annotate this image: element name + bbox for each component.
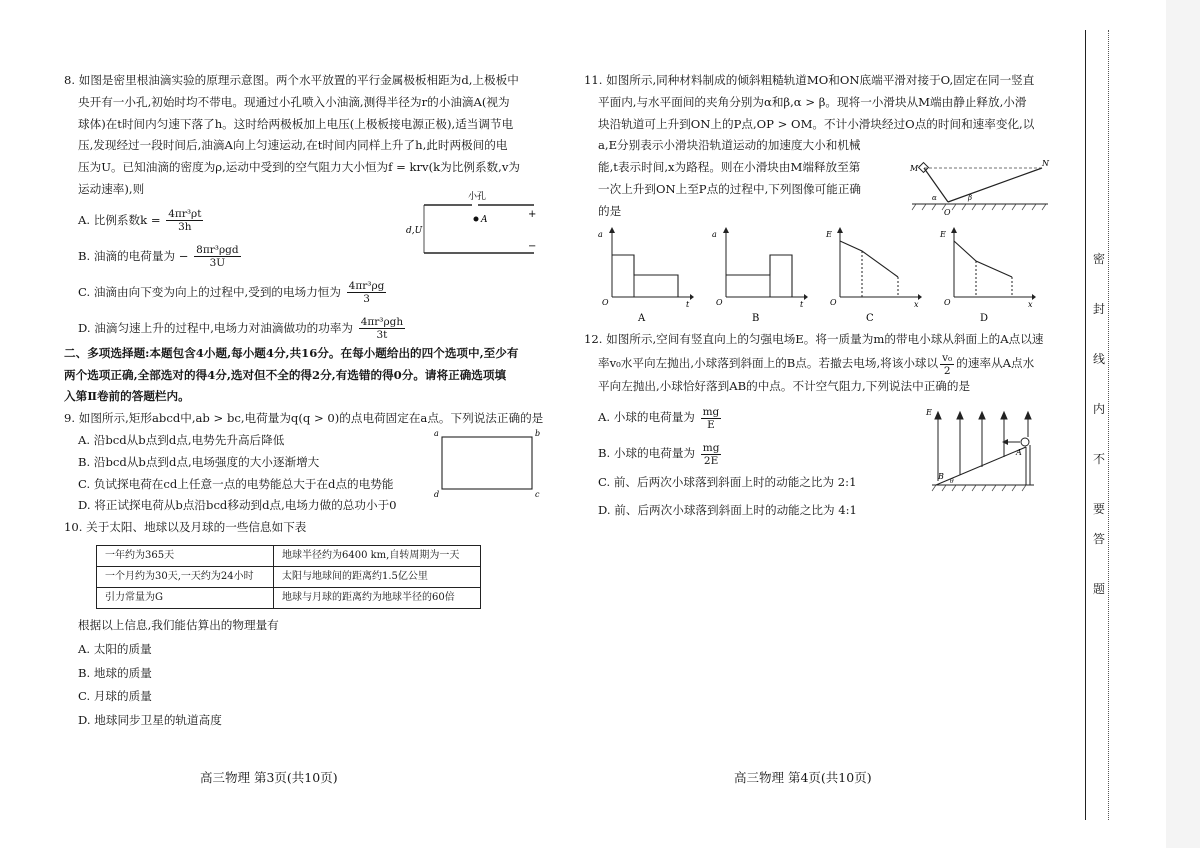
graph-xlabel: x [1028,299,1033,309]
binding-dashed-line [1108,30,1109,820]
q8-line: 8. 如图是密里根油滴实验的原理示意图。两个水平放置的平行金属极板相距为d,上极板中 [64,73,519,87]
question-10 [64,517,548,732]
label-theta: θ [950,477,954,485]
q11-line: 平面内,与水平面间的夹角分别为α和β,α > β。现将一小滑块从M端由静止释放,小滑 [598,94,1027,109]
info-table [96,545,481,609]
graph-caption: D [980,312,989,324]
q12-option-d: D. 前、后两次小球落到斜面上时的动能之比为 4:1 [598,502,857,517]
page-footer-left: 高三物理 第3页(共10页) [200,770,338,785]
incline-track-figure [906,158,1054,218]
q9-option-d: D. 将正试探电荷从b点沿bcd移动到d点,电场力做的总功小于0 [78,498,397,513]
label-O: O [944,208,951,217]
q11-line: 11. 如图所示,同种材料制成的倾斜粗糙轨道MO和ON底端平滑对接于O,固定在同一竖直 [584,73,1035,87]
graph-caption: C [866,312,874,324]
q12-line: 12. 如图所示,空间有竖直向上的匀强电场E。将一质量为m的带电小球从斜面上的A点以速 [584,331,1044,346]
millikan-figure [404,189,544,269]
question-8 [64,70,548,341]
margin-char: 不 [1092,452,1105,466]
label-B: B [938,471,944,481]
question-11 [584,70,1054,327]
graph-origin: O [830,297,837,307]
label-M: M [910,164,919,173]
slider-block [919,163,929,173]
graph-xlabel: t [800,299,804,309]
q8-line: 球体)在t时间内匀速下落了h。这时给两极板加上电压(上极板接电源正极),适当调节电 [78,116,514,131]
q11-line: 一次上升到ON上至P点的过程中,下列图像可能正确 [598,181,862,196]
table-cell: 太阳与地球间的距离约1.5亿公里 [274,566,481,587]
droplet-label: A [481,214,488,225]
minus-sign: − [528,240,537,252]
q12-option-c: C. 前、后两次小球落到斜面上时的动能之比为 2:1 [598,475,857,490]
q9-stem: 9. 如图所示,矩形abcd中,ab > bc,电荷量为q(q > 0)的点电荷固定在a点。下列说法正确的是 [64,411,544,426]
q11-line: a,E分别表示小滑块沿轨道运动的加速度大小和机械 [598,138,861,153]
dU-label: d,U [406,225,423,236]
graph-origin: O [944,297,951,307]
q10-option-d: D. 地球同步卫星的轨道高度 [78,713,222,728]
q8-line: 央开有一小孔,初始时均不带电。现通过小孔喷入小油滴,测得半径为r的小油滴A(视为 [78,94,510,109]
answer-graphs [584,227,1054,327]
margin-char: 内 [1092,402,1105,416]
section2-line: 两个选项正确,全部选对的得4分,选对但不全的得2分,有选错的得0分。请将正确选项填 [64,367,507,382]
q8-line: 运动速率),则 [78,181,145,196]
q9-option-a: A. 沿bcd从b点到d点,电势先升高后降低 [78,432,285,447]
vertex-c: c [535,490,540,499]
q10-prompt: 根据以上信息,我们能估算出的物理量有 [78,617,279,632]
table-cell: 地球半径约为6400 km,自转周期为一天 [274,545,481,566]
graph-origin: O [602,297,609,307]
right-page [584,70,1054,522]
graph-xlabel: t [686,299,690,309]
question-12 [584,329,1054,522]
margin-char: 答 [1092,532,1105,546]
margin-char: 要 [1092,502,1105,516]
rectangle-abcd-figure [432,428,544,498]
q9-option-b: B. 沿bcd从b点到d点,电场强度的大小逐渐增大 [78,454,320,469]
label-N: N [1042,159,1049,168]
q11-line: 的是 [598,203,622,218]
table-cell: 一个月约为30天,一天约为24小时 [97,566,274,587]
q12-option-a: A. 小球的电荷量为 $\frac{mg}{E}$ [598,405,720,431]
label-beta: β [968,194,973,202]
section-2-heading [64,343,548,408]
graph-b [708,227,808,325]
q10-option-a: A. 太阳的质量 [78,641,152,656]
q12-line: 平向左抛出,小球恰好落到AB的中点。不计空气阻力,下列说法中正确的是 [598,379,971,394]
graph-xlabel: x [914,299,919,309]
table-cell: 一年约为365天 [97,545,274,566]
q10-option-b: B. 地球的质量 [78,665,152,680]
table-row [97,587,481,608]
vertex-d: d [434,490,440,499]
table-row [97,545,481,566]
table-cell: 引力常量为G [97,587,274,608]
table-row [97,566,481,587]
q8-line: 压,发现经过一段时间后,油滴A向上匀速运动,在t时间内同样上升了h,此时两极间的电 [78,138,508,153]
q8-option-d: D. 油滴匀速上升的过程中,电场力对油滴做功的功率为 $\frac{\text{4πr³ρgh}}{3t}$ [78,316,404,342]
oil-droplet [474,216,479,221]
plus-sign: + [528,208,537,220]
graph-caption: B [752,312,760,324]
margin-char: 线 [1092,352,1105,366]
question-9 [64,408,548,517]
graph-c [822,227,922,325]
q8-option-b: B. 油滴的电荷量为 − $\frac{\text{8πr³ρgd}}{3U}$ [78,244,239,270]
table-cell: 地球与月球的距离约为地球半径的60倍 [274,587,481,608]
q11-line: 能,t表示时间,x为路程。则在小滑块由M端释放至第 [598,160,861,175]
vertex-a: a [434,429,439,439]
graph-origin: O [716,297,723,307]
charged-ball [1021,438,1029,446]
q10-stem: 10. 关于太阳、地球以及月球的一些信息如下表 [64,520,307,535]
q8-option-a: A. 比例系数k = $\frac{\text{4πr³ρt}}{3h}$ [78,208,202,234]
q12-line: 率v₀水平向左抛出,小球落到斜面上的B点。若撤去电场,将该小球以 $\frac{\text{v₀}}{2}$ 的速率从A点水 [598,351,1035,377]
graph-d [936,227,1036,325]
vertex-b: b [535,429,541,439]
label-E: E [926,407,932,417]
page-footer-right: 高三物理 第4页(共10页) [734,770,872,785]
q8-option-c: C. 油滴由向下变为向上的过程中,受到的电场力恒为 $\frac{\text{4πr³ρg}}{3}$ [78,280,385,306]
label-alpha: α [932,194,937,202]
section2-line: 入第Ⅱ卷前的答题栏内。 [64,389,190,404]
graph-ylabel: a [598,229,603,239]
left-page [64,70,548,732]
graph-ylabel: E [826,229,832,239]
electric-field-incline-figure [924,407,1054,497]
q11-line: 块沿轨道可上升到ON上的P点,OP > OM。不计小滑块经过O点的时间和速率变化,以 [598,116,1035,131]
graph-ylabel: E [940,229,946,239]
hole-label: 小孔 [468,191,487,202]
q10-option-c: C. 月球的质量 [78,689,152,704]
q8-line: 压为U。已知油滴的密度为ρ,运动中受到的空气阻力大小恒为f = krv(k为比例系数,v为 [78,160,520,175]
q9-option-c: C. 负试探电荷在cd上任意一点的电势能总大于在d点的电势能 [78,476,394,491]
margin-char: 题 [1092,582,1105,596]
margin-char: 密 [1092,252,1105,266]
graph-caption: A [638,312,646,324]
scan-edge [1166,0,1200,848]
q12-option-b: B. 小球的电荷量为 $\frac{mg}{2E}$ [598,441,720,467]
binding-line [1085,30,1086,820]
label-A: A [1016,447,1022,457]
margin-char: 封 [1092,302,1105,316]
graph-a [594,227,694,325]
graph-ylabel: a [712,229,717,239]
section2-line: 二、多项选择题:本题包含4小题,每小题4分,共16分。在每小题给出的四个选项中,至少有 [64,345,519,360]
